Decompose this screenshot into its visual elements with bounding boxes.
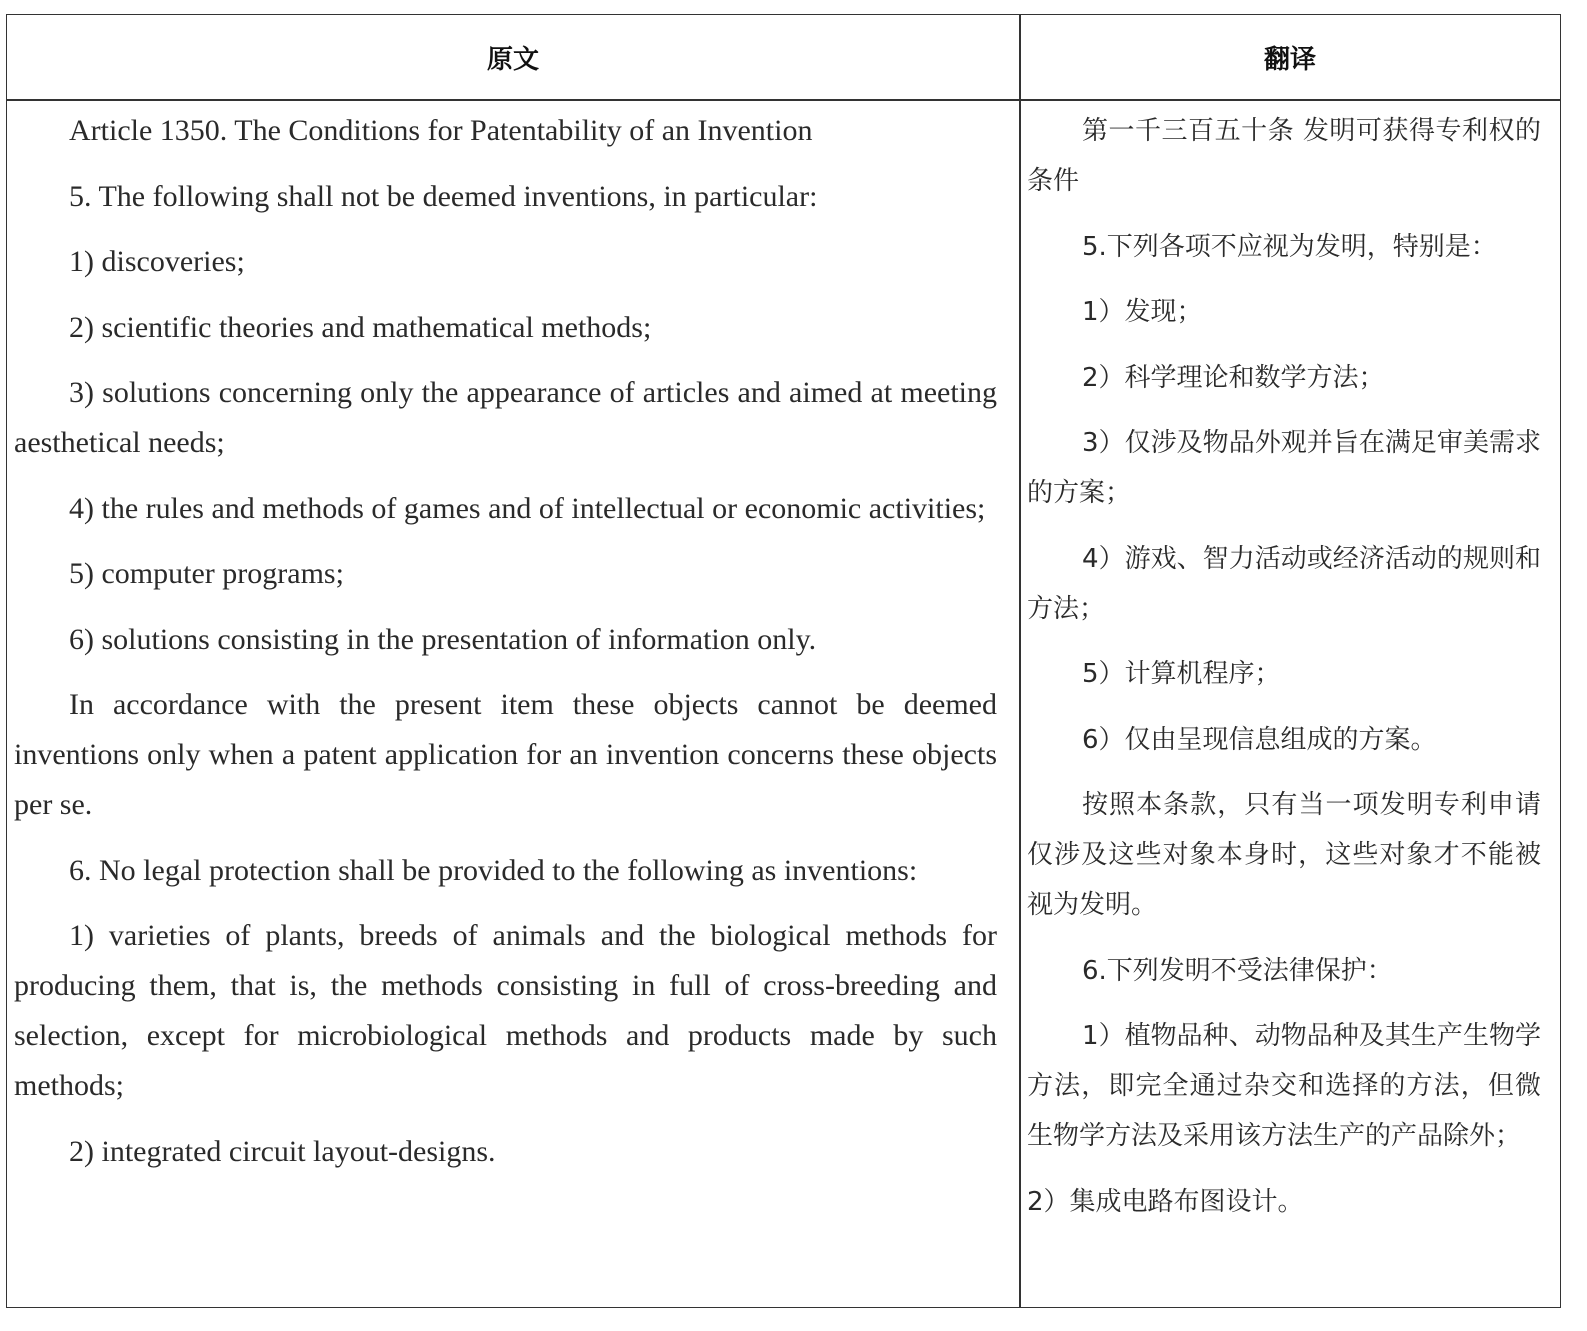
original-paragraph: 6) solutions consisting in the presentation of information only. bbox=[69, 622, 817, 656]
original-paragraph: 1) discoveries; bbox=[69, 245, 245, 278]
original-paragraph: 3) solutions concerning only the appearance of articles and aimed at meeting aesthetical needs; bbox=[14, 376, 997, 459]
original-paragraph: 2) scientific theories and mathematical methods; bbox=[69, 310, 652, 344]
original-paragraph: 1) varieties of plants, breeds of animals and the biological methods for producing them, that is, the methods consisting in full of cross-breeding and selection, except for microbiological methods and products made by such methods; bbox=[14, 919, 997, 1102]
translation-paragraph: 6）仅由呈现信息组成的方案。 bbox=[1082, 724, 1437, 755]
header-translation: 翻译 bbox=[1263, 44, 1316, 75]
translation-paragraph: 2）集成电路布图设计。 bbox=[1027, 1186, 1304, 1217]
translation-paragraph: 5）计算机程序； bbox=[1082, 659, 1281, 689]
original-article-title: Article 1350. The Conditions for Patentability of an Invention bbox=[69, 114, 813, 147]
column-divider bbox=[1019, 15, 1021, 1307]
translation-paragraph: 4）游戏、智力活动或经济活动的规则和方法； bbox=[1027, 543, 1541, 624]
header-divider bbox=[7, 99, 1560, 101]
translation-paragraph: 2）科学理论和数学方法； bbox=[1082, 362, 1385, 393]
translation-paragraph: 5.下列各项不应视为发明，特别是： bbox=[1082, 231, 1497, 262]
original-paragraph: 5. The following shall not be deemed inventions, in particular: bbox=[69, 179, 818, 213]
translation-paragraph: 6.下列发明不受法律保护： bbox=[1082, 955, 1393, 986]
original-paragraph: 6. No legal protection shall be provided to the following as inventions: bbox=[69, 853, 918, 887]
original-column bbox=[14, 106, 997, 1192]
original-paragraph: 5) computer programs; bbox=[69, 557, 344, 590]
translation-paragraph: 按照本条款，只有当一项发明专利申请仅涉及这些对象本身时，这些对象才不能被视为发明。 bbox=[1027, 790, 1541, 920]
translation-paragraph: 1）发现； bbox=[1082, 297, 1203, 327]
translation-paragraph: 1）植物品种、动物品种及其生产生物学方法，即完全通过杂交和选择的方法，但微生物学方法及采用该方法生产的产品除外； bbox=[1027, 1021, 1541, 1151]
original-paragraph: 2) integrated circuit layout-designs. bbox=[69, 1134, 496, 1168]
translation-paragraph: 3）仅涉及物品外观并旨在满足审美需求的方案； bbox=[1027, 428, 1541, 508]
translation-article-title: 第一千三百五十条 发明可获得专利权的条件 bbox=[1027, 116, 1541, 196]
header-original: 原文 bbox=[486, 44, 539, 75]
original-paragraph: 4) the rules and methods of games and of intellectual or economic activities; bbox=[69, 491, 986, 525]
original-paragraph: In accordance with the present item these objects cannot be deemed inventions only when a patent application for an invention concerns these objects per se. bbox=[14, 688, 997, 821]
translation-column bbox=[1027, 106, 1541, 1242]
